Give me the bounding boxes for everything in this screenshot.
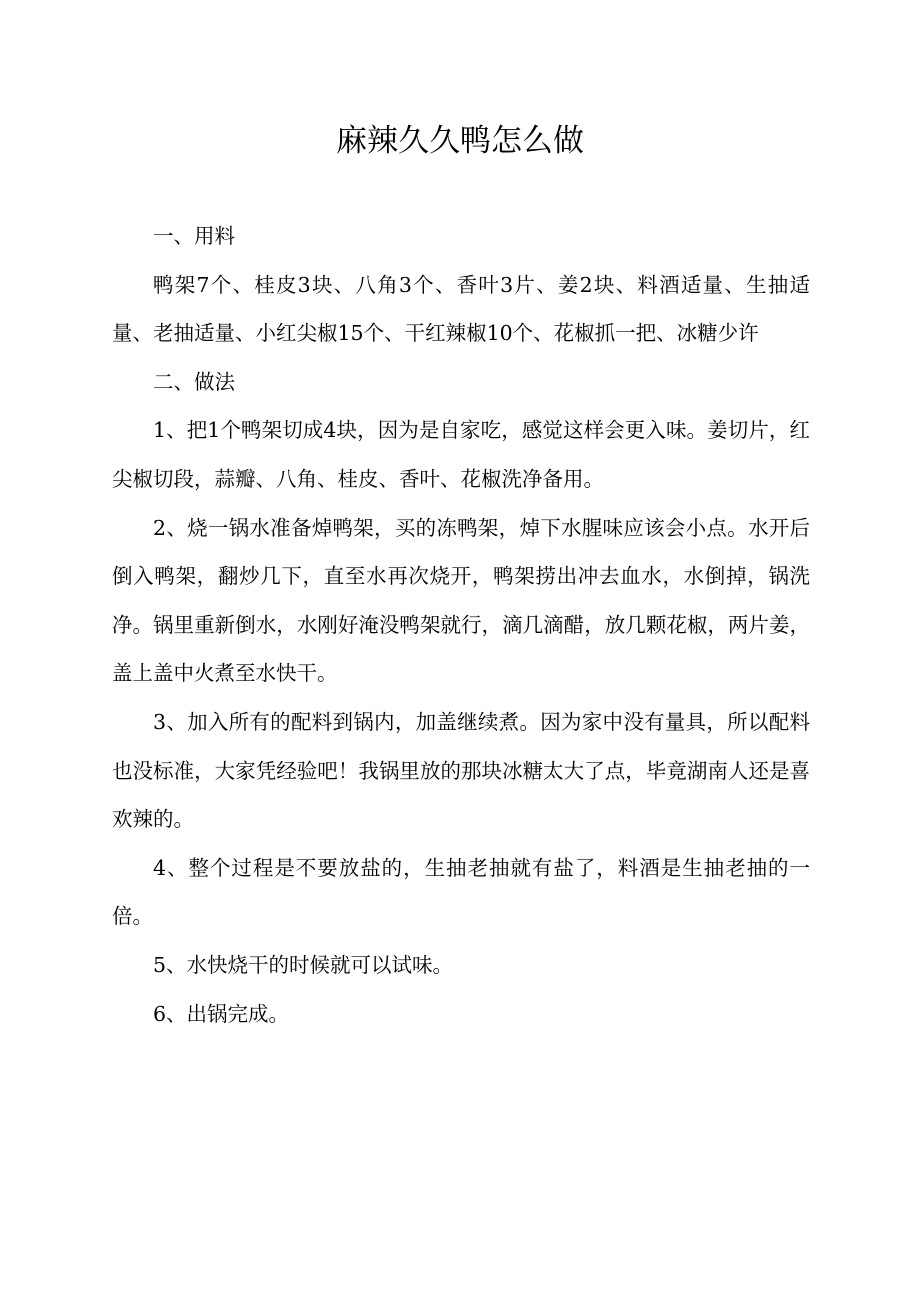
document-title: 麻辣久久鸭怎么做 [336, 123, 584, 159]
step-1-paragraph: 1、把1个鸭架切成4块，因为是自家吃，感觉这样会更入味。姜切片，红尖椒切段，蒜瓣、八角、桂皮、香叶、花椒洗净备用。 [112, 418, 810, 491]
section-heading-ingredients: 一、用料 [153, 224, 235, 248]
step-3-paragraph: 3、加入所有的配料到锅内，加盖继续煮。因为家中没有量具，所以配料也没标准，大家凭经验吧！我锅里放的那块冰糖太大了点，毕竟湖南人还是喜欢辣的。 [112, 709, 810, 832]
step-6-paragraph: 6、出锅完成。 [153, 1001, 290, 1026]
step-5-paragraph: 5、水快烧干的时候就可以试味。 [153, 952, 454, 977]
ingredients-paragraph: 鸭架7个、桂皮3块、八角3个、香叶3片、姜2块、料酒适量、生抽适量、老抽适量、小红尖椒15个、干红辣椒10个、花椒抓一把、冰糖少许 [112, 272, 810, 346]
document-body [112, 212, 810, 1038]
step-4-paragraph: 4、整个过程是不要放盐的，生抽老抽就有盐了，料酒是生抽老抽的一倍。 [112, 855, 810, 929]
section-heading-method: 二、做法 [153, 369, 235, 394]
step-2-paragraph: 2、烧一锅水准备焯鸭架，买的冻鸭架，焯下水腥味应该会小点。水开后倒入鸭架，翻炒几下，直至水再次烧开，鸭架捞出冲去血水，水倒掉，锅洗净。锅里重新倒水，水刚好淹没鸭架就行，滴几滴醋，放几颗花椒，两片姜，盖上盖中火煮至水快干。 [112, 515, 810, 686]
